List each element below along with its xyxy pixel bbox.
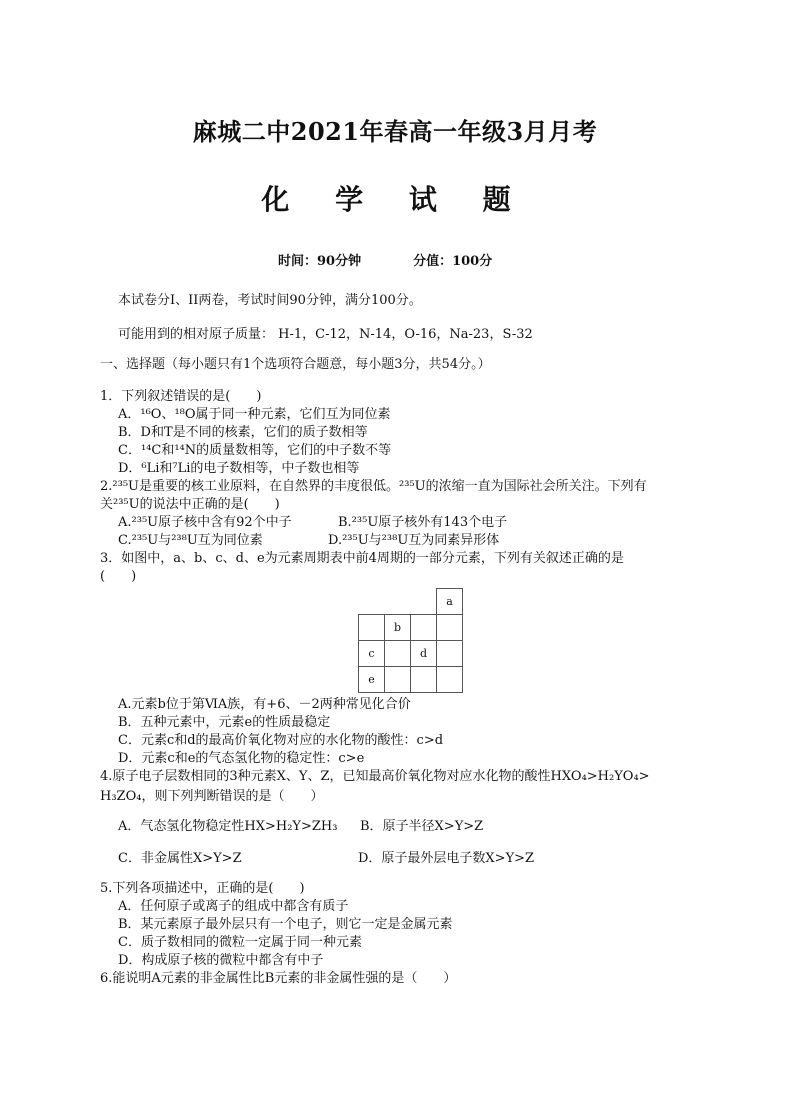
q1-option-c: C．¹⁴C和¹⁴N的质量数相等，它们的中子数不等 [118,443,392,458]
subject-title: 化 学 试 题 [261,183,529,216]
question-4-line-1: 4.原子电子层数相同的3种元素X、Y、Z，已知最高价氧化物对应水化物的酸性HXO₄>H₂YO₄> [100,769,650,784]
q3-option-d: D．元素c和e的气态氢化物的稳定性：c>e [118,751,365,766]
question-5: 5.下列各项描述中，正确的是( ) [100,881,305,896]
q5-option-b: B．某元素原子最外层只有一个电子，则它一定是金属元素 [118,917,453,932]
question-4-line-2: H₃ZO₄，则下列判断错误的是（ ） [100,789,324,804]
cell-a: a [437,589,463,615]
section-heading: 一、选择题（每小题只有1个选项符合题意，每小题3分，共54分。） [100,357,491,372]
question-2-line-1: 2.²³⁵U是重要的核工业原料，在自然界的丰度很低。²³⁵U的浓缩一直为国际社会所关注。下列有 [100,479,647,494]
q4-option-a: A．气态氢化物稳定性HX>H₂Y>ZH₃ [118,819,338,834]
q1-option-d: D．⁶Li和⁷Li的电子数相等，中子数也相等 [118,461,360,476]
cell-d: d [411,641,437,667]
question-3-line-2: ( ) [100,569,137,584]
question-3-line-1: 3．如图中，a、b、c、d、e为元素周期表中前4周期的一部分元素，下列有关叙述正确的是 [100,551,624,566]
question-1: 1．下列叙述错误的是( ) [100,389,262,404]
q3-option-c: C．元素c和d的最高价氧化物对应的水化物的酸性：c>d [118,733,444,748]
exam-score: 分值：100分 [413,254,493,269]
q2-option-d: D.²³⁵U与²³⁸U互为同素异形体 [328,533,500,548]
intro-line-2: 可能用到的相对原子质量： H-1，C-12，N-14，O-16，Na-23，S-32 [118,327,533,342]
q4-option-c: C．非金属性X>Y>Z [118,851,242,866]
cell-c: c [359,641,385,667]
intro-line-1: 本试卷分I、II两卷，考试时间90分钟，满分100分。 [118,293,422,308]
q5-option-d: D．构成原子核的微粒中都含有中子 [118,953,324,968]
q4-option-d: D．原子最外层电子数X>Y>Z [358,851,535,866]
question-6: 6.能说明A元素的非金属性比B元素的非金属性强的是（ ） [100,971,457,986]
q2-option-c: C.²³⁵U与²³⁸U互为同位素 [118,533,263,548]
q2-option-a: A.²³⁵U原子核中含有92个中子 [118,515,292,530]
q5-option-c: C．质子数相同的微粒一定属于同一种元素 [118,935,362,950]
q1-option-a: A．¹⁶O、¹⁸O属于同一种元素，它们互为同位素 [118,407,391,422]
q3-option-b: B．五种元素中，元素e的性质最稳定 [118,715,331,730]
q5-option-a: A．任何原子或离子的组成中都含有质子 [118,899,349,914]
q1-option-b: B．D和T是不同的核素，它们的质子数相等 [118,425,368,440]
cell-b: b [385,615,411,641]
periodic-table-fragment [358,588,463,693]
q2-option-b: B.²³⁵U原子核外有143个电子 [338,515,508,530]
q3-option-a: A.元素b位于第ⅥA族，有+6、－2两种常见化合价 [118,697,411,712]
exam-time: 时间：90分钟 [278,254,362,269]
question-2-line-2: 关²³⁵U的说法中正确的是( ) [100,497,280,512]
exam-meta [278,250,492,269]
cell-e: e [359,667,385,693]
q4-option-b: B．原子半径X>Y>Z [360,819,484,834]
exam-title: 麻城二中2021年春高一年级3月月考 [192,117,598,146]
